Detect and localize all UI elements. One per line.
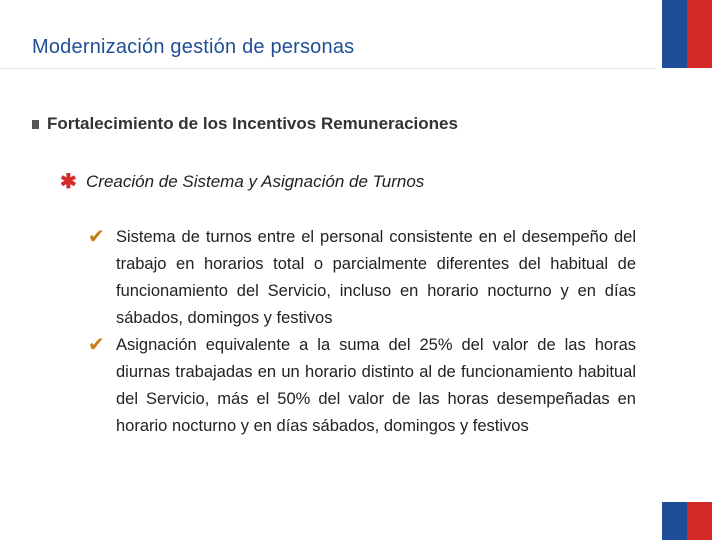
subsection-label: Creación de Sistema y Asignación de Turnos <box>86 172 425 191</box>
list-item-text: Sistema de turnos entre el personal consistente en el desempeño del trabajo en horarios total o parcialmente diferentes del habitual de funcionamiento del Servicio, incluso en horario nocturno y en días sábados, domingos y festivos <box>116 228 636 327</box>
list-item <box>88 224 636 332</box>
asterisk-icon: ✱ <box>60 171 77 193</box>
square-bullet-icon <box>32 120 39 129</box>
bullet-list <box>88 224 636 440</box>
flag-red-band <box>687 0 712 68</box>
checkmark-icon: ✔ <box>88 334 105 356</box>
list-item-text: Asignación equivalente a la suma del 25% del valor de las horas diurnas trabajadas en un horario distinto al de funcionamiento habitual del Servicio, más el 50% del valor de las horas desempeñadas en horario nocturno y en días sábados, domingos y festivos <box>116 336 636 435</box>
list-item <box>88 332 636 440</box>
section-heading <box>32 114 458 134</box>
page-title: Modernización gestión de personas <box>32 36 355 58</box>
flag-blue-band <box>662 0 687 68</box>
flag-logo-bottom <box>662 502 712 540</box>
flag-blue-band <box>662 502 687 540</box>
subsection-heading <box>60 172 424 192</box>
checkmark-icon: ✔ <box>88 226 105 248</box>
section-label: Fortalecimiento de los Incentivos Remuneraciones <box>47 114 458 133</box>
flag-red-band <box>687 502 712 540</box>
title-divider <box>0 68 656 69</box>
flag-logo-top <box>662 0 712 68</box>
